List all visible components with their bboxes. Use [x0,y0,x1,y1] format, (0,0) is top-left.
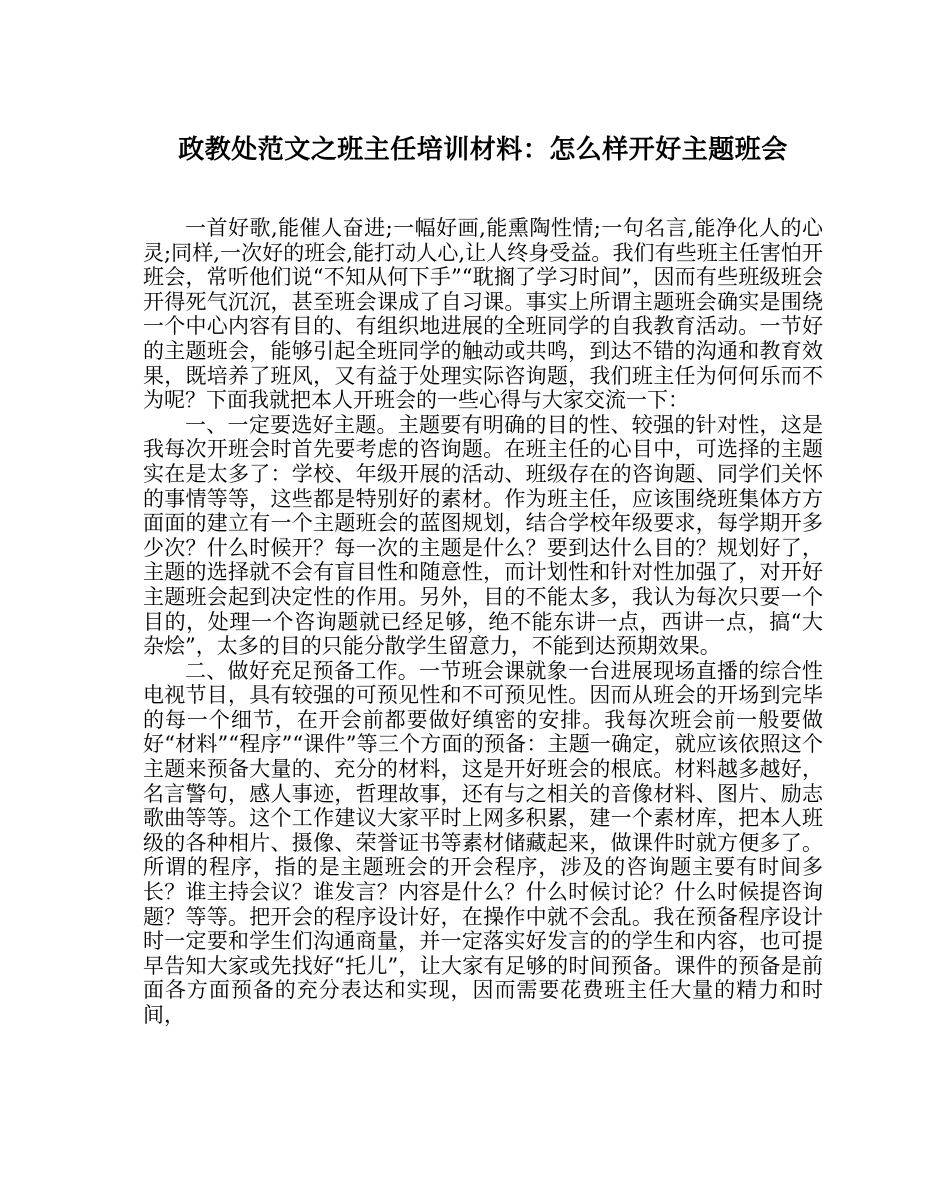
paragraph-intro: 一首好歌,能催人奋进;一幅好画,能熏陶性情;一句名言,能净化人的心灵;同样,一次好的班会,能打动人心,让人终身受益。我们有些班主任害怕开班会，常听他们说“不知从何下手”“耽搁了学习时间”，因而有些班级班会开得死气沉沉，甚至班会课成了自习课。事实上所谓主题班会确实是围绕一个中心内容有目的、有组织地进展的全班同学的自我教育活动。一节好的主题班会，能够引起全班同学的触动或共鸣，到达不错的沟通和教育效果，既培养了班风，又有益于处理实际咨询题，我们班主任为何何乐而不为呢？下面我就把本人开班会的一些心得与大家交流一下： [143,216,823,413]
paragraph-preparation: 二、做好充足预备工作。一节班会课就象一台进展现场直播的综合性电视节目，具有较强的可预见性和不可预见性。因而从班会的开场到完毕的每一个细节，在开会前都要做好缜密的安排。我每次班会前一般要做好“材料”“程序”“课件”等三个方面的预备：主题一确定，就应该依照这个主题来预备大量的、充分的材料，这是开好班会的根底。材料越多越好，名言警句，感人事迹，哲理故事，还有与之相关的音像材料、图片、励志歌曲等等。这个工作建议大家平时上网多积累，建一个素材库，把本人班级的各种相片、摄像、荣誉证书等素材储藏起来，做课件时就方便多了。所谓的程序，指的是主题班会的开会程序，涉及的咨询题主要有时间多长？谁主持会议？谁发言？内容是什么？什么时候讨论？什么时候提咨询题？等等。把开会的程序设计好，在操作中就不会乱。我在预备程序设计时一定要和学生们沟通商量，并一定落实好发言的的学生和内容，也可提早告知大家或先找好“托儿”，让大家有足够的时间预备。课件的预备是前面各方面预备的充分表达和实现，因而需要花费班主任大量的精力和时间， [143,658,823,1027]
document-page [143,130,823,1028]
paragraph-choose-theme: 一、一定要选好主题。主题要有明确的目的性、较强的针对性，这是我每次开班会时首先要考虑的咨询题。在班主任的心目中，可选择的主题实在是太多了：学校、年级开展的活动、班级存在的咨询题、同学们关怀的事情等等，这些都是特别好的素材。作为班主任，应该围绕班集体方方面面的建立有一个主题班会的蓝图规划，结合学校年级要求，每学期开多少次？什么时候开？每一次的主题是什么？要到达什么目的？规划好了，主题的选择就不会有盲目性和随意性，而计划性和针对性加强了，对开好主题班会起到决定性的作用。另外，目的不能太多，我认为每次只要一个目的，处理一个咨询题就已经足够，绝不能东讲一点，西讲一点，搞“大杂烩”，太多的目的只能分散学生留意力，不能到达预期效果。 [143,412,823,659]
document-title: 政教处范文之班主任培训材料：怎么样开好主题班会 [178,135,788,165]
